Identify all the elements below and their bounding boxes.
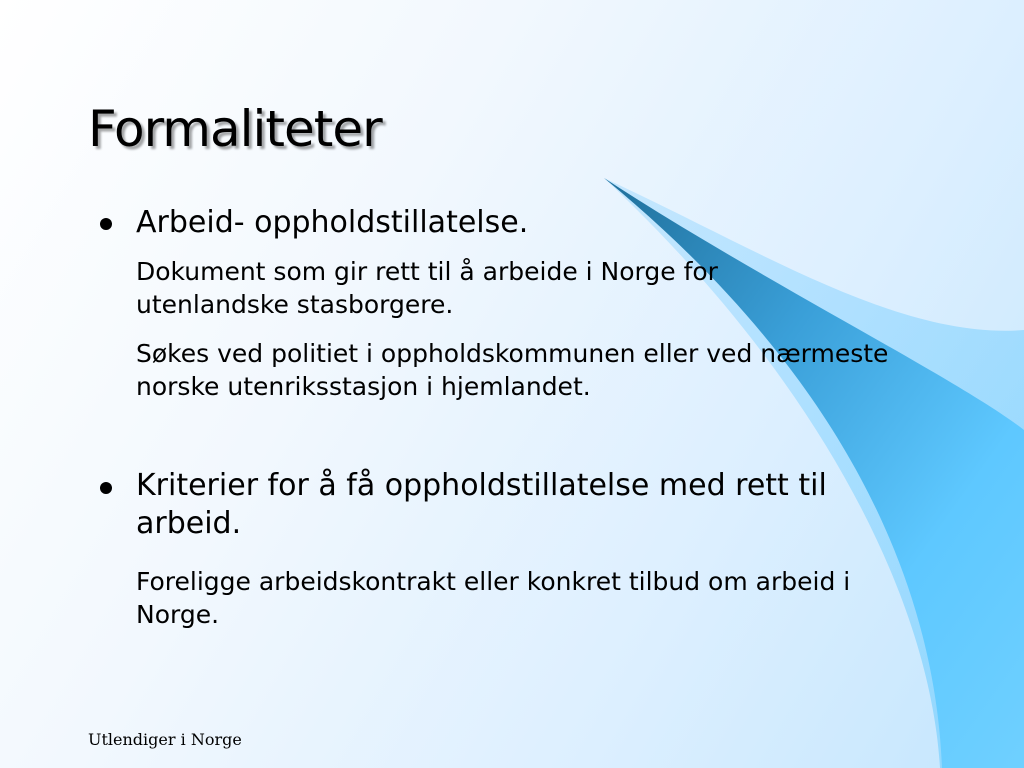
bullet-text-2: Kriterier for å få oppholdstillatelse med rett til arbeid. — [136, 468, 827, 541]
bullet-text-1: Arbeid- oppholdstillatelse. — [136, 205, 529, 240]
bullet-dot-2 — [100, 482, 112, 494]
subitem-2-1: Foreligge arbeidskontrakt eller konkret tilbud om arbeid i Norge. — [136, 567, 851, 629]
subitem-1-1: Dokument som gir rett til å arbeide i Norge for utenlandske stasborgere. — [136, 257, 718, 319]
bullet-dot-1 — [100, 218, 112, 230]
slide-title: Formaliteter — [88, 100, 382, 158]
slide-footer: Utlendiger i Norge — [88, 730, 242, 749]
subitem-1-2: Søkes ved politiet i oppholdskommunen eller ved nærmeste norske utenriksstasjon i hjemlandet. — [136, 339, 889, 401]
